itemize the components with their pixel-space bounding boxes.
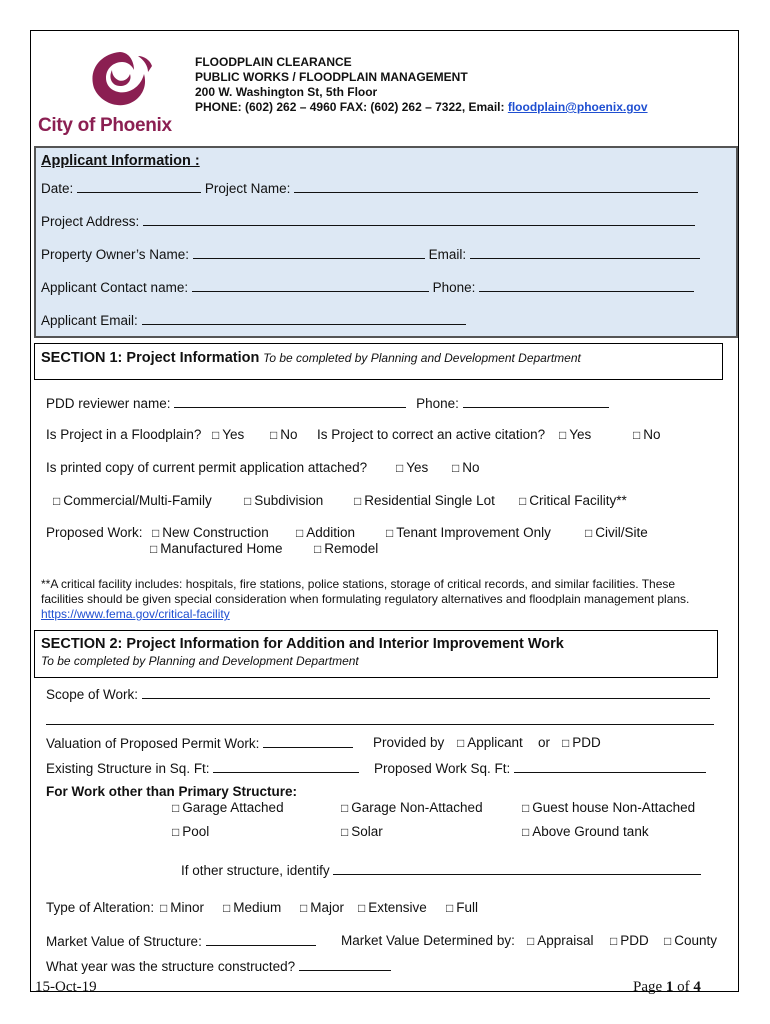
checkbox-icon[interactable]: □ <box>527 934 535 948</box>
checkbox-icon[interactable]: □ <box>270 428 278 442</box>
reviewer-label: PDD reviewer name: <box>46 396 171 411</box>
year-row <box>46 958 391 974</box>
contact-line <box>195 100 648 115</box>
section1-heading <box>41 350 581 366</box>
proposed-sqft-field[interactable] <box>514 760 706 773</box>
checkbox-icon[interactable]: □ <box>53 494 61 508</box>
project-address-field[interactable] <box>143 213 695 226</box>
garage-non-attached[interactable]: □ Garage Non-Attached <box>341 800 483 815</box>
checkbox-icon[interactable]: □ <box>562 736 570 750</box>
existing-sqft-row <box>46 760 359 776</box>
contact-phone-label: Phone: <box>432 280 476 295</box>
market-value-row <box>46 933 316 949</box>
checkbox-icon[interactable]: □ <box>358 901 366 915</box>
note-text: **A critical facility includes: hospitals, fire stations, police stations, storage of critical records, and similar facilities. These facilities should be given special consideration when formulating regulatory alternatives and floodplain management plans. <box>41 577 690 606</box>
owner-name-field[interactable] <box>193 246 425 259</box>
reviewer-row <box>46 395 609 411</box>
work-remodel[interactable]: □ Remodel <box>314 541 379 556</box>
provided-by-pdd[interactable]: □ PDD <box>562 735 601 750</box>
citation-question: Is Project to correct an active citation? <box>317 427 546 442</box>
address: 200 W. Washington St, 5th Floor <box>195 85 378 99</box>
checkbox-icon[interactable]: □ <box>559 428 567 442</box>
alteration-full[interactable]: □ Full <box>446 900 479 915</box>
market-appraisal[interactable]: □ Appraisal <box>527 933 594 948</box>
phoenix-bird-logo-icon <box>82 48 158 110</box>
alteration-label: Type of Alteration: <box>46 900 155 915</box>
work-manufactured-home[interactable]: □ Manufactured Home <box>150 541 283 556</box>
proposed-work-label: Proposed Work: <box>46 525 143 540</box>
provided-by-label: Provided by <box>373 735 445 750</box>
scope-field-line-2[interactable] <box>46 712 714 725</box>
date-field[interactable] <box>77 180 201 193</box>
project-name-field[interactable] <box>294 180 698 193</box>
provided-by-applicant[interactable]: □ Applicant <box>457 735 523 750</box>
contact-name-label: Applicant Contact name: <box>41 280 189 295</box>
citation-no[interactable]: □ No <box>633 427 661 442</box>
reviewer-phone-field[interactable] <box>463 395 609 408</box>
applicant-info-box <box>34 146 738 338</box>
form-title: FLOODPLAIN CLEARANCE <box>195 55 352 69</box>
checkbox-icon[interactable]: □ <box>585 526 593 540</box>
valuation-field[interactable] <box>263 735 353 748</box>
alteration-minor[interactable]: □ Minor <box>160 900 205 915</box>
proposed-sqft-label: Proposed Work Sq. Ft: <box>374 761 511 776</box>
market-value-label: Market Value of Structure: <box>46 934 202 949</box>
above-ground-tank[interactable]: □ Above Ground tank <box>522 824 649 839</box>
floodplain-question: Is Project in a Floodplain? <box>46 427 202 442</box>
checkbox-icon[interactable]: □ <box>386 526 394 540</box>
email-link[interactable]: floodplain@phoenix.gov <box>507 100 648 114</box>
checkbox-icon[interactable]: □ <box>314 542 322 556</box>
checkbox-icon[interactable]: □ <box>160 901 168 915</box>
section1-subtitle: To be completed by Planning and Development Department <box>263 351 581 365</box>
year-label: What year was the structure constructed? <box>46 959 296 974</box>
critical-facility-note <box>41 577 721 622</box>
alteration-major[interactable]: □ Major <box>300 900 345 915</box>
other-work-label: For Work other than Primary Structure: <box>46 784 298 799</box>
other-structure-label: If other structure, identify <box>181 863 330 878</box>
permit-question: Is printed copy of current permit application attached? <box>46 460 368 475</box>
project-name-label: Project Name: <box>204 181 291 196</box>
contact-row <box>41 279 694 295</box>
existing-sqft-field[interactable] <box>213 760 359 773</box>
section1-title: SECTION 1: Project Information <box>41 350 260 366</box>
scope-field[interactable] <box>142 686 710 699</box>
applicant-email-label: Applicant Email: <box>41 313 138 328</box>
applicant-email-row <box>41 312 466 328</box>
checkbox-icon[interactable]: □ <box>152 526 160 540</box>
work-tenant-improvement[interactable]: □ Tenant Improvement Only <box>386 525 551 540</box>
checkbox-icon[interactable]: □ <box>296 526 304 540</box>
category-critical[interactable]: □ Critical Facility** <box>519 493 627 508</box>
pool[interactable]: □ Pool <box>172 824 210 839</box>
reviewer-field[interactable] <box>174 395 406 408</box>
proposed-sqft-row <box>374 760 706 776</box>
checkbox-icon[interactable]: □ <box>633 428 641 442</box>
scope-row <box>46 686 710 702</box>
checkbox-icon[interactable]: □ <box>300 901 308 915</box>
date-label: Date: <box>41 181 74 196</box>
checkbox-icon[interactable]: □ <box>354 494 362 508</box>
checkbox-icon[interactable]: □ <box>522 801 530 815</box>
floodplain-no[interactable]: □ No <box>270 427 298 442</box>
other-structure-field[interactable] <box>333 862 701 875</box>
market-pdd[interactable]: □ PDD <box>610 933 649 948</box>
address-row <box>41 213 695 229</box>
contact-phone-field[interactable] <box>479 279 694 292</box>
guest-house[interactable]: □ Guest house Non-Attached <box>522 800 696 815</box>
owner-row <box>41 246 700 262</box>
citation-yes[interactable]: □ Yes <box>559 427 592 442</box>
alteration-medium[interactable]: □ Medium <box>223 900 282 915</box>
checkbox-icon[interactable]: □ <box>341 801 349 815</box>
footer-date: 15-Oct-19 <box>35 979 97 995</box>
market-county[interactable]: □ County <box>664 933 718 948</box>
checkbox-icon[interactable]: □ <box>446 901 454 915</box>
valuation-label: Valuation of Proposed Permit Work: <box>46 736 260 751</box>
section2-subtitle: To be completed by Planning and Development Department <box>41 654 359 668</box>
work-addition[interactable]: □ Addition <box>296 525 356 540</box>
valuation-row <box>46 735 353 751</box>
provided-or: or <box>538 735 551 750</box>
category-residential[interactable]: □ Residential Single Lot <box>354 493 495 508</box>
scope-label: Scope of Work: <box>46 687 139 702</box>
date-row <box>41 180 698 196</box>
contact-name-field[interactable] <box>192 279 429 292</box>
alteration-extensive[interactable]: □ Extensive <box>358 900 427 915</box>
floodplain-yes[interactable]: □ Yes <box>212 427 245 442</box>
work-new-construction[interactable]: □ New Construction <box>152 525 269 540</box>
project-address-label: Project Address: <box>41 214 140 229</box>
market-determined-label: Market Value Determined by: <box>341 933 515 948</box>
other-structure-row <box>181 862 701 878</box>
solar[interactable]: □ Solar <box>341 824 383 839</box>
checkbox-icon[interactable]: □ <box>664 934 672 948</box>
permit-no[interactable]: □ No <box>452 460 480 475</box>
checkbox-icon[interactable]: □ <box>610 934 618 948</box>
reviewer-phone-label: Phone: <box>416 396 459 411</box>
page-number: Page 1 of 4 <box>633 979 701 995</box>
owner-email-label: Email: <box>428 247 467 262</box>
category-subdivision[interactable]: □ Subdivision <box>244 493 324 508</box>
checkbox-icon[interactable]: □ <box>341 825 349 839</box>
scope-row-2 <box>46 712 714 728</box>
applicant-title: Applicant Information : <box>41 153 200 169</box>
owner-email-field[interactable] <box>470 246 700 259</box>
garage-attached[interactable]: □ Garage Attached <box>172 800 284 815</box>
fema-link[interactable]: https://www.fema.gov/critical-facility <box>41 607 230 621</box>
applicant-email-field[interactable] <box>142 312 466 325</box>
checkbox-icon[interactable]: □ <box>172 801 180 815</box>
owner-name-label: Property Owner’s Name: <box>41 247 190 262</box>
checkbox-icon[interactable]: □ <box>522 825 530 839</box>
logo-wordmark: City of Phoenix <box>38 115 172 136</box>
checkbox-icon[interactable]: □ <box>172 825 180 839</box>
checkbox-icon[interactable]: □ <box>212 428 220 442</box>
category-commercial[interactable]: □ Commercial/Multi-Family <box>53 493 212 508</box>
permit-yes[interactable]: □ Yes <box>396 460 429 475</box>
market-value-field[interactable] <box>206 933 316 946</box>
year-field[interactable] <box>299 958 391 971</box>
checkbox-icon[interactable]: □ <box>244 494 252 508</box>
checkbox-icon[interactable]: □ <box>452 461 460 475</box>
checkbox-icon[interactable]: □ <box>396 461 404 475</box>
department-name: PUBLIC WORKS / FLOODPLAIN MANAGEMENT <box>195 70 468 84</box>
work-civil-site[interactable]: □ Civil/Site <box>585 525 648 540</box>
checkbox-icon[interactable]: □ <box>519 494 527 508</box>
section2-title: SECTION 2: Project Information for Addition and Interior Improvement Work <box>41 636 564 652</box>
checkbox-icon[interactable]: □ <box>150 542 158 556</box>
phone-fax: PHONE: (602) 262 – 4960 FAX: (602) 262 – 7322, Email: <box>195 100 508 114</box>
checkbox-icon[interactable]: □ <box>223 901 231 915</box>
existing-sqft-label: Existing Structure in Sq. Ft: <box>46 761 210 776</box>
checkbox-icon[interactable]: □ <box>457 736 465 750</box>
